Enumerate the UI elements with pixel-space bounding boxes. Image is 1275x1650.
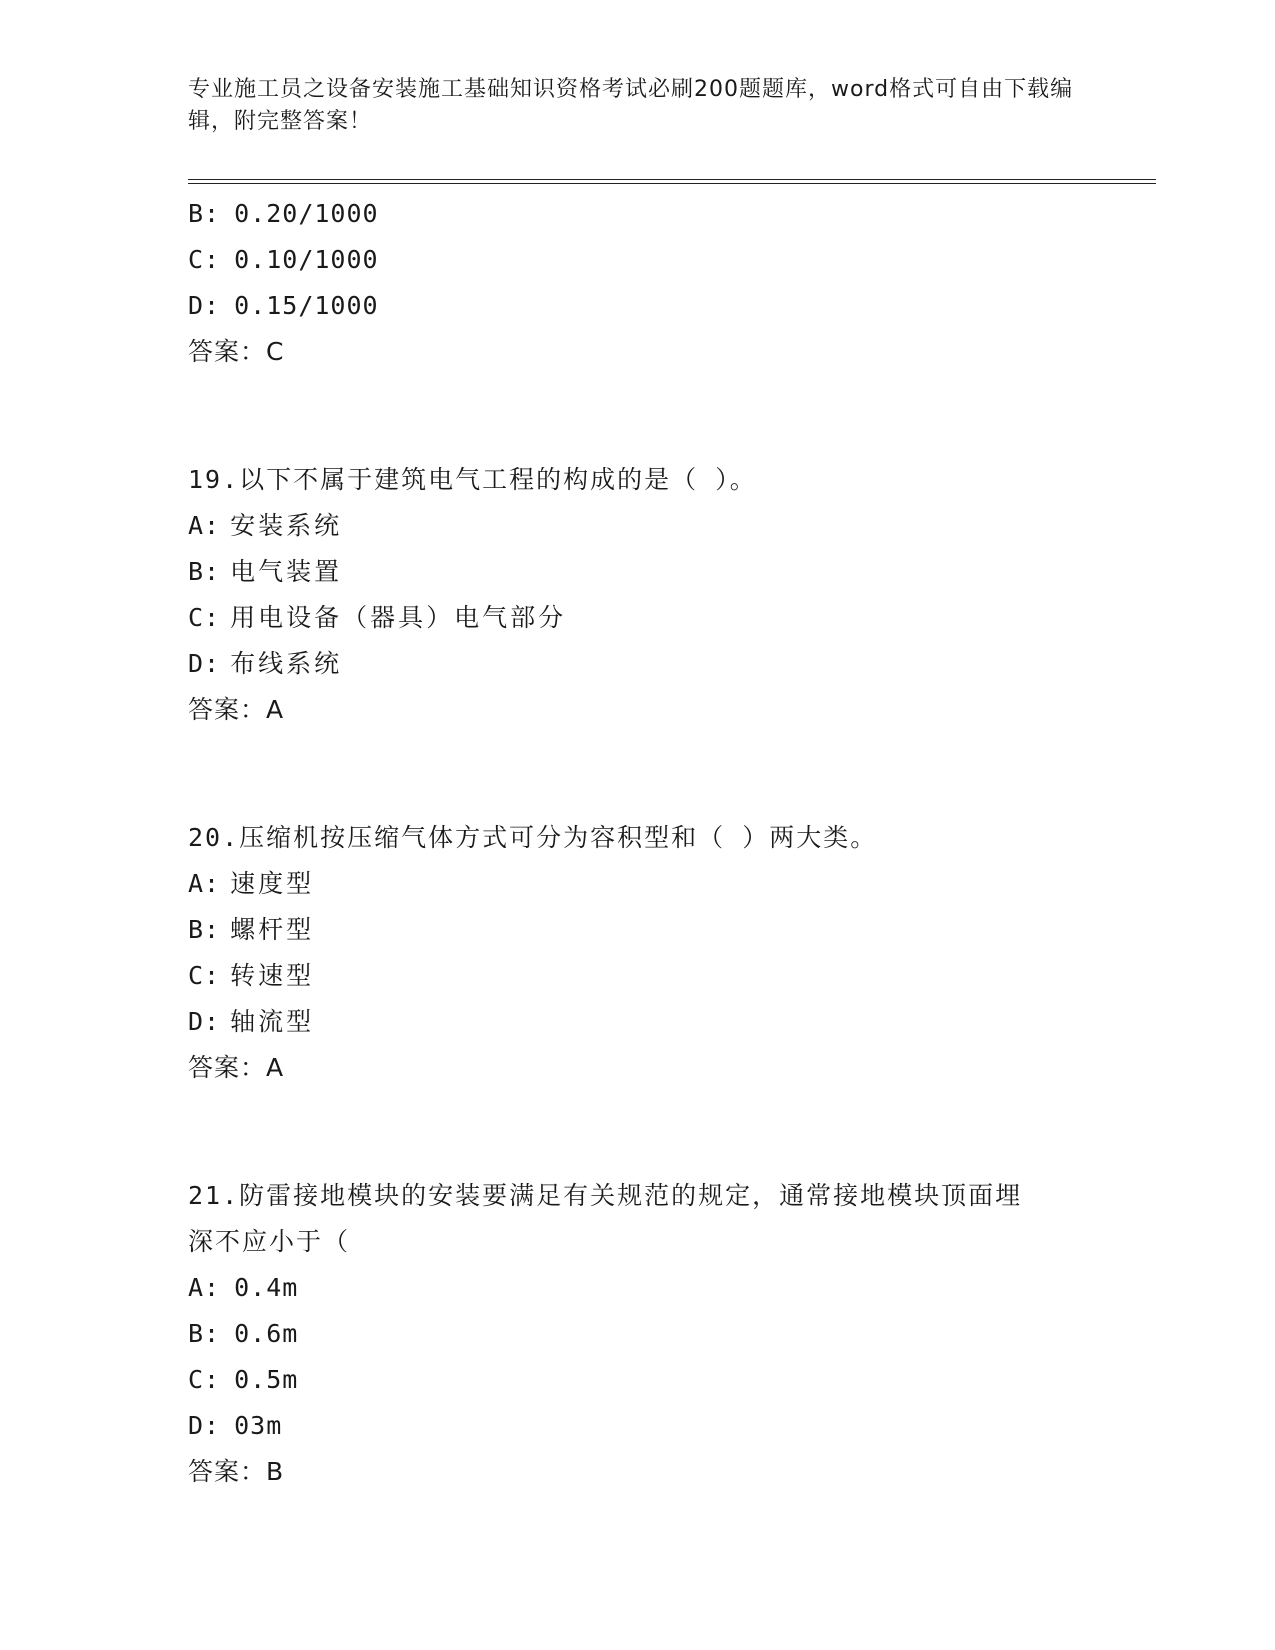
header-divider-top (188, 179, 1156, 180)
option-line (188, 953, 1088, 999)
option-text: 0.6m (234, 1319, 299, 1348)
question-block-21 (188, 1173, 1088, 1495)
question-stem: 21.防雷接地模块的安装要满足有关规范的规定，通常接地模块顶面埋深不应小于（ (188, 1181, 1023, 1256)
option-line (188, 1265, 1088, 1311)
option-letter: B: (188, 1319, 221, 1348)
option-line (188, 999, 1088, 1045)
question-block-previous (188, 191, 1088, 375)
option-line (188, 283, 1088, 329)
option-text: 轴流型 (230, 1007, 315, 1036)
answer-line: 答案：C (188, 337, 285, 366)
option-letter: C: (188, 961, 221, 990)
option-letter: B: (188, 199, 221, 228)
document-header: 专业施工员之设备安装施工基础知识资格考试必刷200题题库，word格式可自由下载编辑，附完整答案！ (188, 77, 1074, 134)
option-letter: A: (188, 869, 221, 898)
header-divider-bottom (188, 183, 1156, 184)
spacer (188, 1091, 1088, 1173)
question-list (188, 191, 1088, 1495)
option-letter: B: (188, 557, 221, 586)
spacer (188, 375, 1088, 457)
question-stem: 19.以下不属于建筑电气工程的构成的是（ ）。 (188, 465, 757, 494)
question-stem: 20.压缩机按压缩气体方式可分为容积型和（ ）两大类。 (188, 823, 878, 852)
option-text: 用电设备（器具）电气部分 (230, 603, 567, 632)
option-letter: A: (188, 1273, 221, 1302)
option-letter: C: (188, 603, 221, 632)
option-line (188, 907, 1088, 953)
option-line (188, 1357, 1088, 1403)
option-letter: D: (188, 1007, 221, 1036)
option-letter: B: (188, 915, 221, 944)
option-text: 电气装置 (230, 557, 343, 586)
option-line (188, 1311, 1088, 1357)
answer-line: 答案：A (188, 695, 285, 724)
option-line (188, 641, 1088, 687)
answer-line: 答案：B (188, 1457, 285, 1486)
spacer (188, 733, 1088, 815)
question-block-19 (188, 457, 1088, 733)
option-text: 0.20/1000 (234, 199, 379, 228)
option-line (188, 549, 1088, 595)
option-letter: A: (188, 511, 221, 540)
option-text: 0.4m (234, 1273, 299, 1302)
question-block-20 (188, 815, 1088, 1091)
option-line (188, 595, 1088, 641)
option-text: 螺杆型 (230, 915, 315, 944)
option-text: 0.5m (234, 1365, 299, 1394)
option-line (188, 861, 1088, 907)
option-line (188, 1403, 1088, 1449)
option-line (188, 191, 1088, 237)
answer-line: 答案：A (188, 1053, 285, 1082)
option-letter: D: (188, 649, 221, 678)
option-line (188, 237, 1088, 283)
option-text: 03m (234, 1411, 283, 1440)
option-text: 速度型 (230, 869, 315, 898)
option-text: 0.15/1000 (234, 291, 379, 320)
option-text: 布线系统 (230, 649, 343, 678)
option-letter: D: (188, 1411, 221, 1440)
option-letter: C: (188, 245, 221, 274)
option-text: 转速型 (230, 961, 315, 990)
option-line (188, 503, 1088, 549)
option-letter: C: (188, 1365, 221, 1394)
option-text: 0.10/1000 (234, 245, 379, 274)
option-text: 安装系统 (230, 511, 343, 540)
option-letter: D: (188, 291, 221, 320)
